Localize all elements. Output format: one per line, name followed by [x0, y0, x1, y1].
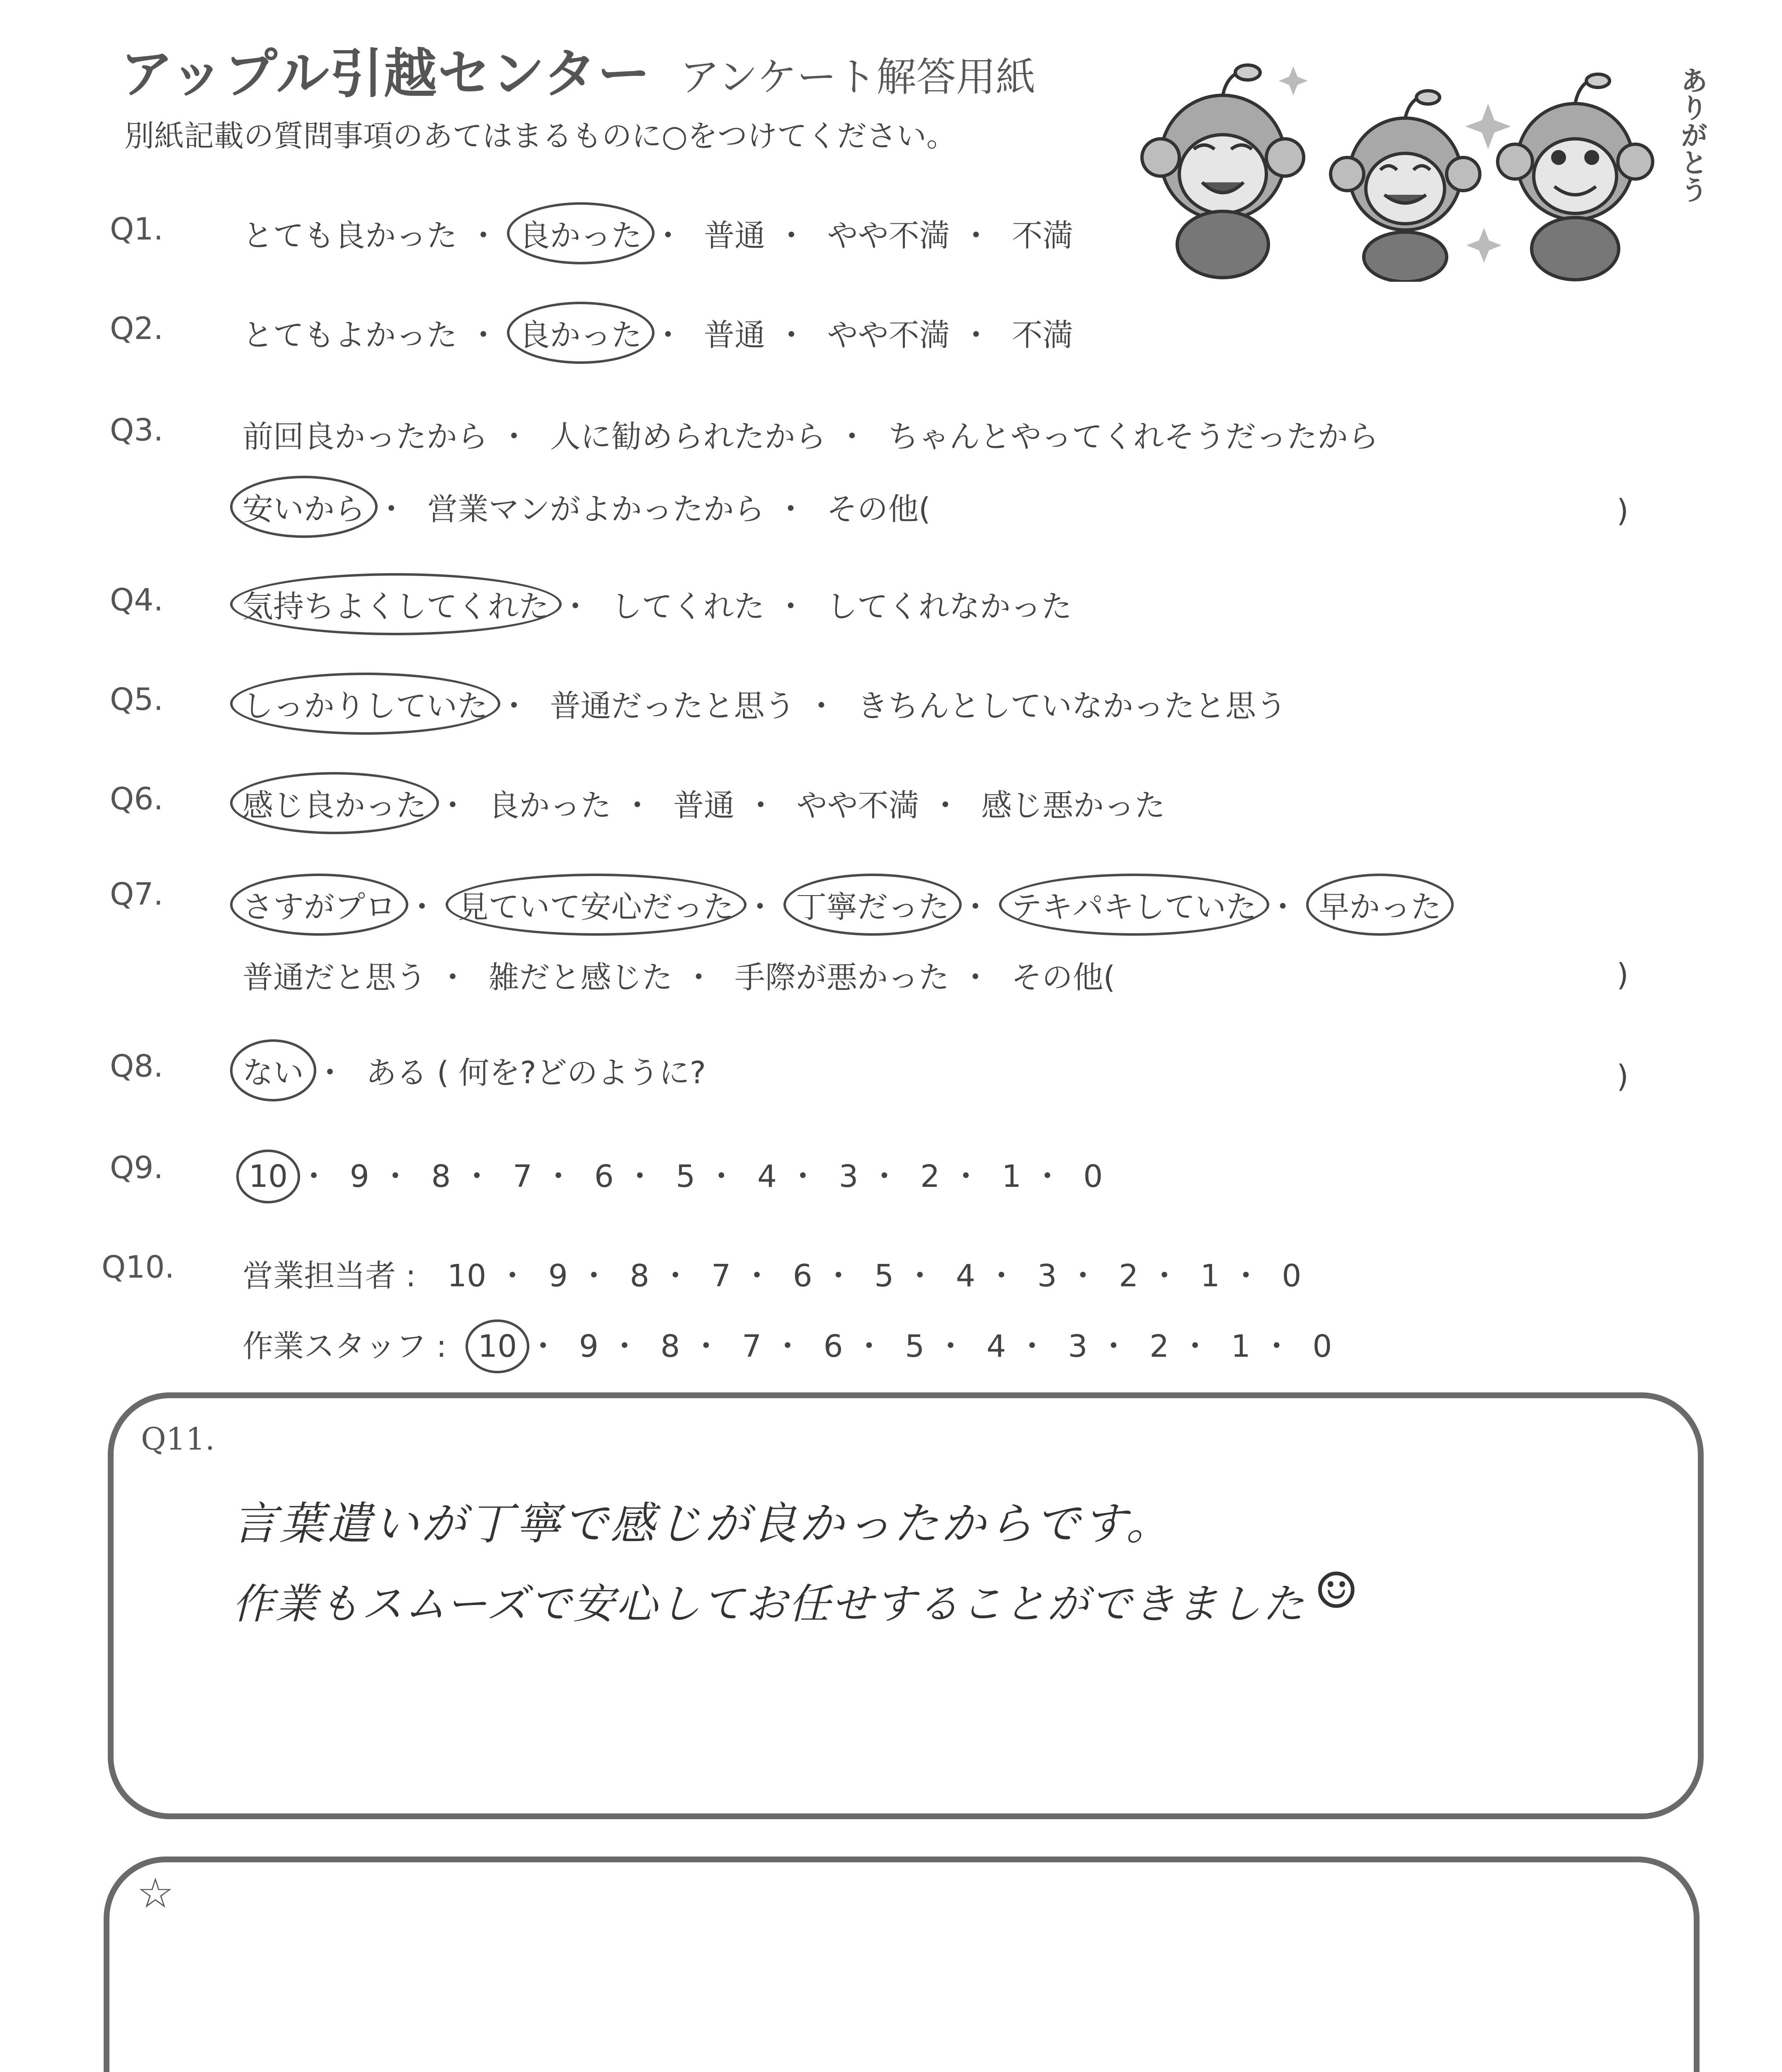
q5-option-selected[interactable]: しっかりしていた — [242, 682, 488, 726]
q7-close-paren: ) — [1617, 957, 1629, 993]
q2-option-selected[interactable]: 良かった — [519, 311, 642, 355]
q8-label: Q8. — [110, 1048, 163, 1084]
q8-close-paren: ) — [1617, 1059, 1629, 1094]
q5-option[interactable]: 普通だったと思う — [550, 688, 795, 724]
q4-label: Q4. — [110, 582, 163, 618]
q9-options: 10 ・ 9 ・ 8 ・ 7 ・ 6 ・ 5 ・ 4 ・ 3 ・ 2 ・ 1 ・ 0 — [249, 1159, 1103, 1194]
q7-option-selected[interactable]: 丁寧だった — [796, 883, 949, 927]
q6-option[interactable]: 感じ悪かった — [981, 788, 1166, 823]
q7-option-other[interactable]: その他( — [1011, 960, 1115, 995]
q2-option[interactable]: とてもよかった — [242, 317, 457, 353]
q7-option-selected[interactable]: テキパキしていた — [1011, 883, 1257, 927]
q10-sales-score[interactable]: 0 — [1282, 1258, 1302, 1294]
q10-sales-score[interactable]: 4 — [955, 1258, 975, 1294]
thanks-text: ありがとう — [1676, 66, 1708, 203]
q6-label: Q6. — [110, 781, 163, 817]
q10-staff-score[interactable]: 1 — [1231, 1329, 1251, 1364]
q9-score[interactable]: 8 — [431, 1159, 451, 1194]
q6-option-selected[interactable]: 感じ良かった — [242, 781, 427, 825]
q9-score[interactable]: 5 — [676, 1159, 696, 1194]
q2-option[interactable]: 普通 — [704, 317, 766, 353]
q10-sales-score[interactable]: 1 — [1200, 1258, 1220, 1294]
q10-staff-score[interactable]: 3 — [1068, 1329, 1088, 1364]
q4-option[interactable]: してくれなかった — [827, 589, 1072, 625]
q1-option-selected[interactable]: 良かった — [519, 211, 642, 255]
q3-options-line1: 前回良かったから ・ 人に勧められたから ・ ちゃんとやってくれそうだったから — [242, 419, 1379, 455]
q10-staff-score[interactable]: 2 — [1149, 1329, 1169, 1364]
q3-options-line2: 安いから ・ 営業マンがよかったから ・ その他( — [242, 485, 931, 529]
q10-sales-score[interactable]: 10 — [447, 1258, 487, 1294]
mascot-illustration — [1127, 50, 1708, 282]
q10-staff-score[interactable]: 0 — [1312, 1329, 1332, 1364]
q10-sales-score[interactable]: 7 — [711, 1258, 731, 1294]
q10-sales-score[interactable]: 9 — [548, 1258, 568, 1294]
q9-score[interactable]: 0 — [1083, 1159, 1103, 1194]
q11-comment-line2: 作業もスムーズで安心してお任せすることができました — [232, 1580, 1306, 1628]
q6-options: 感じ良かった ・ 良かった ・ 普通 ・ やや不満 ・ 感じ悪かった — [242, 781, 1165, 825]
q2-label: Q2. — [110, 311, 163, 346]
q7-option-selected[interactable]: 見ていて安心だった — [458, 883, 734, 927]
smiley-icon: ☺ — [1314, 1562, 1359, 1620]
q1-option[interactable]: とても良かった — [242, 218, 457, 254]
q7-option[interactable]: 雑だと感じた — [488, 960, 673, 995]
q3-close-paren: ) — [1617, 493, 1629, 529]
q10-staff-score[interactable]: 6 — [823, 1329, 843, 1364]
q3-option[interactable]: 前回良かったから — [242, 419, 488, 455]
q10-staff-score[interactable]: 9 — [579, 1329, 599, 1364]
q10-staff-score[interactable]: 8 — [660, 1329, 680, 1364]
q10-staff-score[interactable]: 7 — [742, 1329, 762, 1364]
q6-option[interactable]: 良かった — [488, 788, 611, 823]
q2-option[interactable]: 不満 — [1012, 317, 1074, 353]
q9-label: Q9. — [110, 1150, 163, 1186]
q9-score[interactable]: 9 — [349, 1159, 369, 1194]
q1-option[interactable]: 普通 — [704, 218, 766, 254]
q1-option[interactable]: 不満 — [1012, 218, 1074, 254]
q10-sales-score[interactable]: 3 — [1037, 1258, 1057, 1294]
form-subtitle: アンケート解答用紙 — [680, 54, 1036, 100]
star-icon: ☆ — [137, 1869, 174, 1917]
q11-comment-line1: 言葉遣いが丁寧で感じが良かったからです。 — [232, 1498, 1173, 1550]
q7-option[interactable]: 手際が悪かった — [735, 960, 950, 995]
q3-option-selected[interactable]: 安いから — [242, 485, 365, 529]
q11-label: Q11. — [141, 1421, 215, 1457]
q10-staff-row: 作業スタッフ : 10 ・ 9 ・ 8 ・ 7 ・ 6 ・ 5 ・ 4 ・ 3 ・ 2 ・ 1 ・ 0 — [242, 1329, 1332, 1364]
q5-option[interactable]: きちんとしていなかったと思う — [857, 688, 1287, 724]
q1-options: とても良かった ・ 良かった ・ 普通 ・ やや不満 ・ 不満 — [242, 211, 1073, 255]
q9-score[interactable]: 7 — [512, 1159, 533, 1194]
q7-options-line2: 普通だと思う ・ 雑だと感じた ・ 手際が悪かった ・ その他( — [242, 960, 1115, 995]
q3-option[interactable]: 人に勧められたから — [550, 419, 826, 455]
q9-score[interactable]: 1 — [1001, 1159, 1021, 1194]
q7-options-line1: さすがプロ ・ 見ていて安心だった ・ 丁寧だった ・ テキパキしていた ・ 早かった — [242, 883, 1441, 927]
q3-label: Q3. — [110, 412, 163, 448]
q3-option-other[interactable]: その他( — [827, 491, 931, 527]
q9-score-selected[interactable]: 10 — [249, 1159, 288, 1194]
q10-label: Q10. — [102, 1249, 175, 1285]
q10-staff-score[interactable]: 5 — [905, 1329, 925, 1364]
q7-option-selected[interactable]: さすがプロ — [242, 883, 396, 927]
q6-option[interactable]: やや不満 — [796, 788, 919, 823]
q9-score[interactable]: 2 — [920, 1159, 940, 1194]
q10-sales-score[interactable]: 8 — [630, 1258, 650, 1294]
q7-label: Q7. — [110, 876, 163, 912]
q10-sales-row: 営業担当者 : 10 ・ 9 ・ 8 ・ 7 ・ 6 ・ 5 ・ 4 ・ 3 ・ 2 ・ 1 ・ 0 — [242, 1258, 1302, 1294]
q6-option[interactable]: 普通 — [673, 788, 735, 823]
q7-option-selected[interactable]: 早かった — [1319, 883, 1441, 927]
q8-options: ない ・ ある ( 何を?どのように? — [242, 1048, 706, 1092]
q2-option[interactable]: やや不満 — [827, 317, 950, 353]
q5-options: しっかりしていた ・ 普通だったと思う ・ きちんとしていなかったと思う — [242, 682, 1287, 726]
q8-option-selected[interactable]: ない — [242, 1048, 304, 1092]
q8-option[interactable]: ある ( 何を?どのように? — [366, 1055, 706, 1091]
q10-sales-score[interactable]: 5 — [874, 1258, 894, 1294]
q7-option[interactable]: 普通だと思う — [242, 960, 427, 995]
q9-score[interactable]: 6 — [594, 1159, 614, 1194]
q5-label: Q5. — [110, 682, 163, 717]
q9-score[interactable]: 3 — [839, 1159, 858, 1194]
q1-option[interactable]: やや不満 — [827, 218, 950, 254]
q10-sales-score[interactable]: 2 — [1119, 1258, 1139, 1294]
q3-option[interactable]: ちゃんとやってくれそうだったから — [888, 419, 1379, 455]
q2-options: とてもよかった ・ 良かった ・ 普通 ・ やや不満 ・ 不満 — [242, 311, 1073, 355]
q9-score[interactable]: 4 — [757, 1159, 777, 1194]
star-comment-box[interactable] — [104, 1857, 1700, 2072]
q10-staff-score-selected[interactable]: 10 — [478, 1329, 517, 1364]
q4-options: 気持ちよくしてくれた ・ してくれた ・ してくれなかった — [242, 582, 1072, 626]
q10-sales-label: 営業担当者 : — [242, 1258, 416, 1294]
form-instruction: 別紙記載の質問事項のあてはまるものに○をつけてください。 — [124, 119, 956, 153]
q10-staff-score[interactable]: 4 — [986, 1329, 1006, 1364]
q4-option-selected[interactable]: 気持ちよくしてくれた — [242, 582, 549, 626]
q3-option[interactable]: 営業マンがよかったから — [427, 491, 765, 527]
q4-option[interactable]: してくれた — [611, 589, 765, 625]
form-title: アップル引越センター — [120, 43, 651, 105]
q1-label: Q1. — [110, 211, 163, 247]
q10-sales-score[interactable]: 6 — [793, 1258, 812, 1294]
q10-staff-label: 作業スタッフ : — [242, 1329, 447, 1364]
